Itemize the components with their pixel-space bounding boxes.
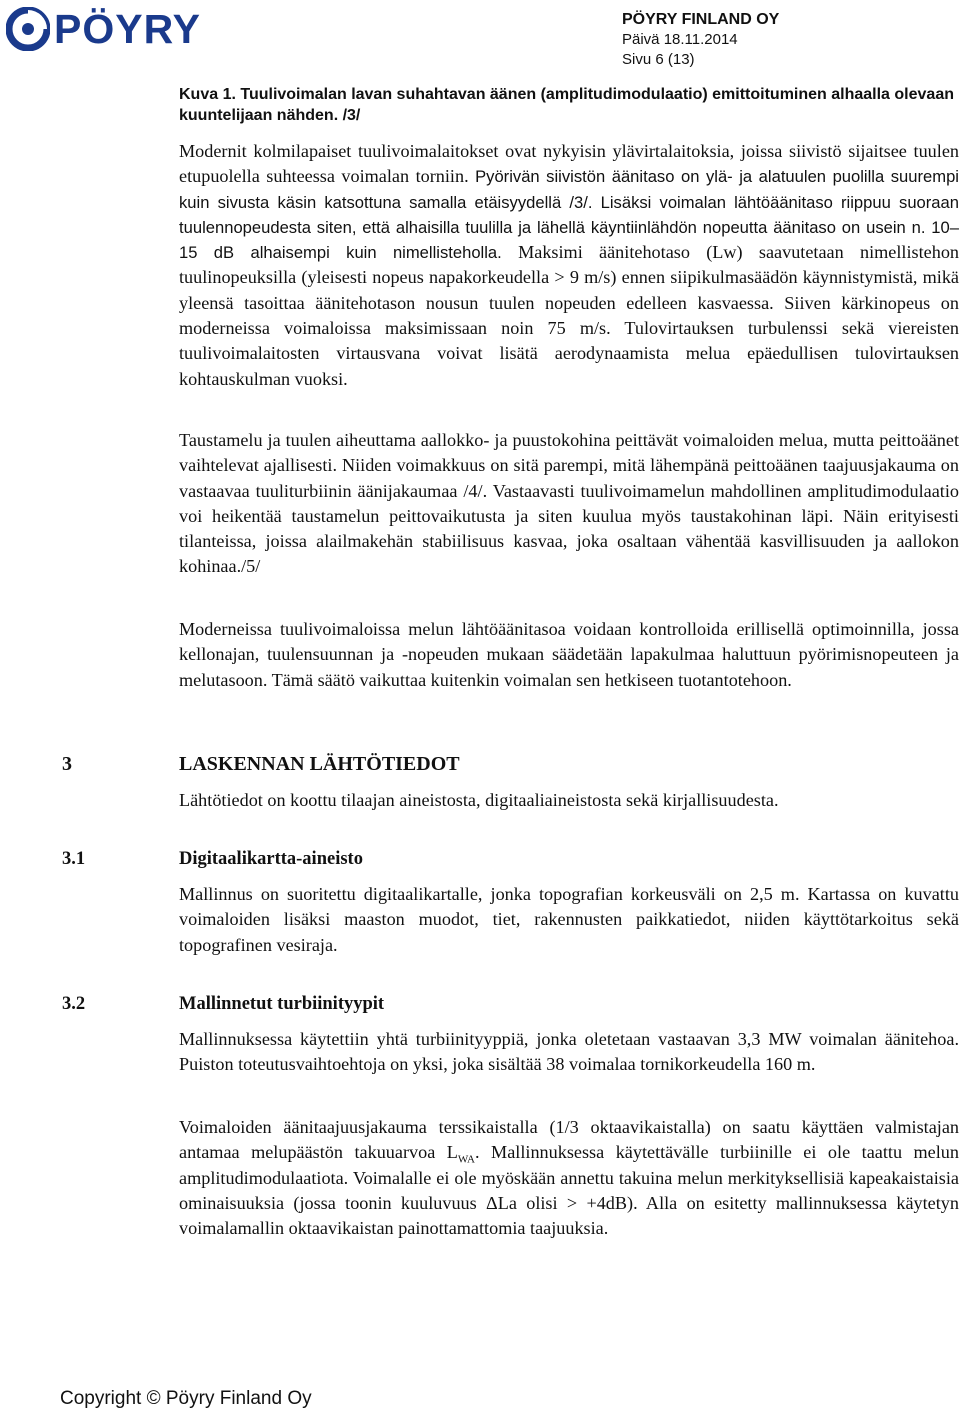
paragraph-1-part-b: Pyörivän siivistön äänitaso on ylä- ja alatuulen puolilla suurempi kuin sivusta käsin katsottuna samalla etäisyydellä /3/. Lisäksi voimalan lähtöäänitaso riippuu suoraan tuulennopeudesta siten, että alhaisilla tuulilla ja lähellä käyntiinlähdön nopeutta äänitaso on usein n. 10–15 dB alhaisempi kuin nimellisteholla. xyxy=(179,167,959,263)
subscript-wa: WA xyxy=(457,1153,475,1166)
section-title: Digitaalikartta-aineisto xyxy=(179,849,363,869)
paragraph-1-part-c: Maksimi äänitehotaso (Lw) saavutetaan nimellistehon tuulinopeuksilla (yleisesti nopeus napakorkeudella > 9 m/s) ennen siipikulmasäädön käynnistymistä, mikä yleensä tasoittaa äänitehotason nousun tuulen nopeuden edelleen kasvaessa. Siiven kärkinopeus on moderneissa voimaloissa maksimissaan noin 75 m/s. Tulovirtauksen turbulenssi sekä viereisten tuulivoimalaitosten virtausvana voivat lisätä aerodynaamista melua epäedullisen tulovirtauksen kohtauskulman vuoksi. xyxy=(179,242,960,389)
section-number: 3.2 xyxy=(62,994,86,1014)
header-info xyxy=(622,10,779,70)
page-number: Sivu 6 (13) xyxy=(622,51,695,68)
section-3-2-text-1: Mallinnuksessa käytettiin yhtä turbiinityyppiä, jonka oletetaan vastaavan 3,3 MW voimalan äänitehoa. Puiston toteutusvaihtoehtoja on yksi, joka sisältää 38 voimalaa tornikorkeudella 160 m. xyxy=(179,1029,959,1075)
figure-caption: Kuva 1. Tuulivoimalan lavan suhahtavan äänen (amplitudimodulaatio) emittoituminen alhaalla olevaan kuuntelijaan nähden. /3/ xyxy=(179,86,954,124)
section-number: 3.1 xyxy=(62,849,86,869)
paragraph-2: Taustamelu ja tuulen aiheuttama aallokko- ja puustokohina peittävät voimaloiden melua, mutta peittoäänet vaihtelevat ajallisesti. Niiden voimakkuus on sitä parempi, mitä lähempänä peittoäänen taajuusjakauma on vastaavaa tuuliturbiinin äänijakaumaa /4/. Vastaavasti tuulivoimamelun mahdollinen amplitudimodulaatio voi heikentää taustamelun peittovaikutusta ja siten kuulua myös taustakohinan läpi. Näin erityisesti tilanteissa, joissa alailmakehän stabiilisuus kasvaa, joka osaltaan vähentää kasvillisuuden ja aallokon kohinaa./5/ xyxy=(179,430,959,577)
logo-text: PÖYRY xyxy=(54,5,202,52)
paragraph-1 xyxy=(179,139,959,392)
section-number: 3 xyxy=(62,753,72,775)
poyry-swirl-icon xyxy=(6,7,50,51)
paragraph-1-part-a: Modernit kolmilapaiset tuulivoimalaitokset ovat nykyisin ylävirtalaitoksia, joissa siivistö sijaitsee tuulen etupuolella suhteessa voimalan torniin. xyxy=(179,141,959,187)
section-title: Mallinnetut turbiinityypit xyxy=(179,994,385,1014)
section-3-2-text-2 xyxy=(179,1115,959,1241)
paragraph-3: Moderneissa tuulivoimaloissa melun lähtöäänitasoa voidaan kontrolloida erillisellä optimoinnilla, jossa kellonajan, tuulensuunnan ja -nopeuden mukaan säädetään lapakulmaa haluttuun pyörimisnopeuteen ja melutasoon. Tämä säätö vaikuttaa kuitenkin voimalan sen hetkiseen tuotantotehoon. xyxy=(179,619,959,690)
text-part: . Mallinnuksessa käytettävälle turbiinille ei ole taattu melun amplitudimodulaatiota. Voimalalle ei ole myöskään annettu takuina melun merkityksellisiä kapeakaistaisia ominaisuuksia (jossa toonin kuuluvuus ΔLa olisi > +4dB). Alla on esitetty mallinnuksessa käytetyn voimalamallin oktaavikaistan painottamattomia taajuuksia. xyxy=(179,1142,959,1239)
section-title: LASKENNAN LÄHTÖTIEDOT xyxy=(179,753,460,775)
company-name: PÖYRY FINLAND OY xyxy=(622,11,780,28)
copyright-footer: Copyright © Pöyry Finland Oy xyxy=(60,1388,312,1409)
text-part: Voimaloiden äänitaajuusjakauma terssikaistalla (1/3 oktaavikaistalla) on saatu käyttäen valmistajan antamaa melupäästön takuuarvoa L xyxy=(179,1117,959,1163)
section-3-text: Lähtötiedot on koottu tilaajan aineistosta, digitaaliaineistosta sekä kirjallisuudesta. xyxy=(179,790,779,810)
section-3-1-text: Mallinnus on suoritettu digitaalikartalle, jonka topografian korkeusväli on 2,5 m. Kartassa on kuvattu voimaloiden lisäksi maaston muodot, tiet, rakennusten paikkatiedot, niiden käyttötarkoitus sekä topografinen vesiraja. xyxy=(179,884,959,955)
poyry-logo xyxy=(6,6,246,52)
document-date: Päivä 18.11.2014 xyxy=(622,31,738,48)
